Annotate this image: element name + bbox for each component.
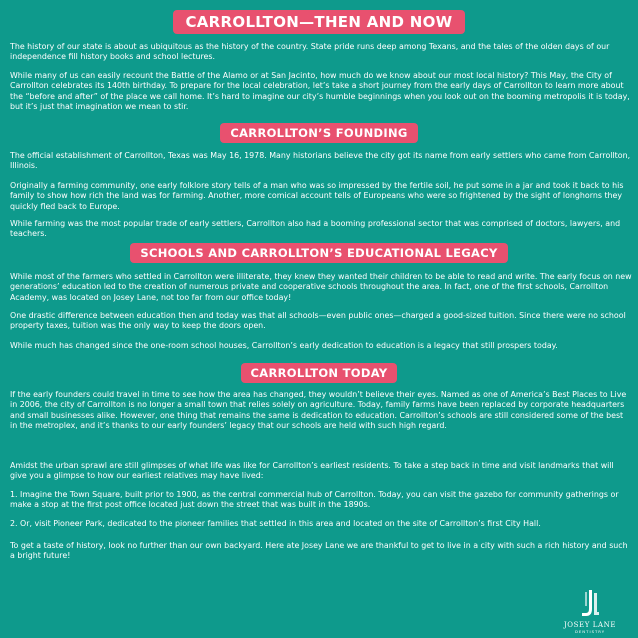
- section-heading-wrap: [0, 242, 638, 263]
- section-paragraph: Amidst the urban sprawl are still glimpses of what life was like for Carrollton’s earliest residents. To take a step back in time and visit landmarks that will give you a glimpse to how our earliest relatives may have lived:: [10, 461, 614, 481]
- list-item: 2. Or, visit Pioneer Park, dedicated to the pioneer families that settled in this area and located on the site of Carrollton’s first City Hall.: [10, 519, 541, 528]
- logo-tagline: DENTISTRY: [574, 629, 606, 634]
- section-paragraph: One drastic difference between education then and today was that all schools—even public ones—charged a good-sized tuition. Since there were no school property taxes, tuition was the only way to keep the doors open.: [10, 311, 626, 331]
- section-paragraph: While farming was the most popular trade of early settlers, Carrollton also had a booming professional sector that was comprised of doctors, lawyers, and teachers.: [10, 219, 621, 239]
- section-paragraph: While much has changed since the one-room school houses, Carrollton’s early dedication to education is a legacy that still prospers today.: [10, 341, 558, 350]
- josey-lane-logo: [562, 589, 618, 634]
- section-heading-today: CARROLLTON TODAY: [241, 363, 398, 383]
- closing-paragraph: To get a taste of history, look no further than our own backyard. Here ate Josey Lane we are thankful to get to live in a city with such a rich history and such a bright future!: [10, 541, 628, 561]
- section-paragraph: If the early founders could travel in time to see how the area has changed, they wouldn’t believe their eyes. Named as one of America’s Best Places to Live in 2006, the city of Carrollton is no longer a small town that relies solely on agriculture. Today, family farms have been replaced by corporate headquarters and small businesses alike. However, one thing that remains the same is dedication to education. Carrollton’s schools are still considered some of the best in the metroplex, and it’s thanks to our early founders’ legacy that our schools are held with such high regard.: [10, 390, 627, 431]
- section-heading-education: SCHOOLS AND CARROLLTON’S EDUCATIONAL LEGACY: [130, 243, 507, 263]
- section-heading-founding: CARROLLTON’S FOUNDING: [220, 123, 417, 143]
- intro-paragraph: The history of our state is about as ubiquitous as the history of the country. State pride runs deep among Texans, and the tales of the olden days of our independence fill history books and school lectures.: [10, 42, 610, 62]
- josey-lane-logo-icon: [579, 589, 601, 619]
- section-paragraph: While most of the farmers who settled in Carrollton were illiterate, they knew they wanted their children to be able to read and write. The early focus on new generations’ education led to the creation of numerous private and cooperative schools throughout the area. In fact, one of the first schools, Carrollton Academy, was located on Josey Lane, not too far from our office today!: [10, 272, 632, 302]
- list-item: 1. Imagine the Town Square, built prior to 1900, as the central commercial hub of Carrollton. Today, you can visit the gazebo for community gatherings or make a stop at the first post office located just down the street that was built in the 1890s.: [10, 490, 619, 510]
- page-title: CARROLLTON—THEN AND NOW: [173, 10, 464, 34]
- intro-paragraph: While many of us can easily recount the Battle of the Alamo or at San Jacinto, how much do we know about our most local history? This May, the City of Carrollton celebrates its 140th birthday. To prepare for the local celebration, let’s take a short journey from the early days of Carrollton to learn more about the “before and after” of the place we call home. It’s hard to imagine our city’s humble beginnings when you look out on the booming metropolis it is today, but it’s just that imagination we mean to stir.: [10, 71, 630, 112]
- section-heading-wrap: [0, 362, 638, 383]
- section-heading-wrap: [0, 122, 638, 143]
- logo-name: JOSEY LANE: [563, 621, 617, 629]
- title-banner-wrap: [0, 10, 638, 34]
- section-paragraph: Originally a farming community, one early folklore story tells of a man who was so impressed by the fertile soil, he put some in a jar and took it back to his family to show how rich the land was for farming. Another, more comical account tells of Europeans who were so frightened by the sight of longhorns they quickly fled back to Europe.: [10, 181, 624, 211]
- section-paragraph: The official establishment of Carrollton, Texas was May 16, 1978. Many historians believe the city got its name from early settlers who came from Carrollton, Illinois.: [10, 151, 631, 171]
